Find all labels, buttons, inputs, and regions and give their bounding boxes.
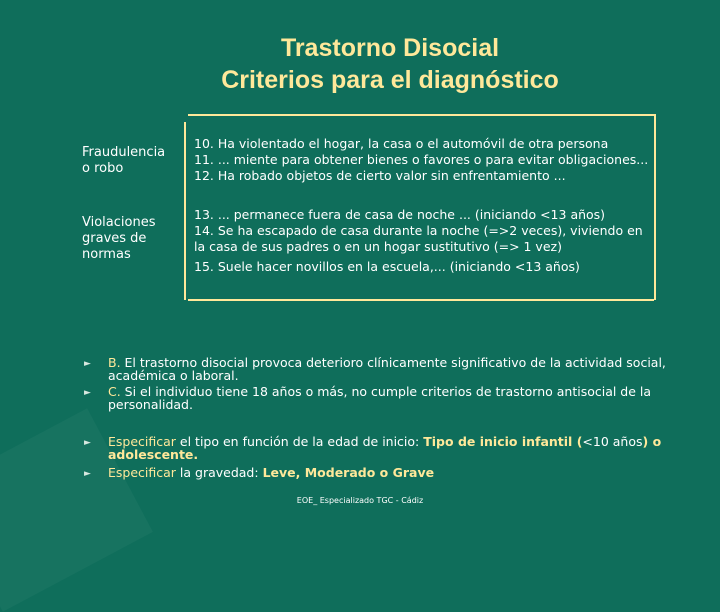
bullet-text: <10 años [582, 434, 643, 449]
criterion-11 [194, 152, 650, 168]
criterion-12 [194, 168, 650, 184]
bullet-item-severity [84, 466, 684, 479]
criterion-number: 14 [194, 223, 210, 238]
category-violaciones: Violaciones graves de normas [82, 215, 156, 262]
criterion-letter: B. [108, 355, 121, 370]
criterion-number: 15 [194, 259, 210, 274]
criterion-number: 11 [194, 152, 210, 167]
title-line-1: Trastorno Disocial [280, 34, 500, 62]
table-column-divider [184, 122, 186, 300]
severity-levels: Leve, Moderado o Grave [262, 465, 435, 480]
criterion-text: . Ha violentado el hogar, la casa o el automóvil de otra persona [209, 136, 609, 151]
title-line-2: Criterios para el diagnóstico [221, 66, 559, 94]
bullet-list [84, 356, 684, 479]
criterion-13 [194, 207, 650, 223]
onset-type-adolescent: adolescente. [108, 447, 199, 462]
table-top-border [188, 114, 654, 116]
criterion-number: 10 [194, 136, 210, 151]
slide-title [0, 32, 720, 96]
triangle-bullet-icon: ► [84, 469, 91, 479]
table-bottom-border [188, 299, 654, 301]
criterion-number: 12 [194, 168, 210, 183]
specify-keyword: Especificar [108, 465, 176, 480]
criteria-group-violaciones [194, 207, 650, 275]
criterion-number: 13 [194, 207, 210, 222]
criterion-10 [194, 136, 650, 152]
triangle-bullet-icon: ► [84, 359, 91, 369]
bullet-text: la gravedad: [175, 465, 263, 480]
criterion-15 [194, 259, 650, 275]
bullet-item-c [84, 385, 684, 411]
criterion-14 [194, 223, 650, 255]
triangle-bullet-icon: ► [84, 388, 91, 398]
bullet-item-b [84, 356, 684, 382]
criteria-group-fraudulencia [194, 136, 650, 184]
bullet-item-onset [84, 435, 684, 461]
triangle-bullet-icon: ► [84, 438, 91, 448]
bullet-text: el tipo en función de la edad de inicio: [175, 434, 424, 449]
table-right-border [654, 114, 656, 300]
specify-keyword: Especificar [108, 434, 176, 449]
bullet-text: Si el individuo tiene 18 años o más, no cumple criterios de trastorno antisocial de la personalidad. [108, 384, 652, 412]
criterion-text: . ... permanece fuera de casa de noche ... (iniciando <13 años) [209, 207, 606, 222]
criterion-letter: C. [108, 384, 121, 399]
criterion-text: . Ha robado objetos de cierto valor sin enfrentamiento ... [209, 168, 566, 183]
criterion-text: . Se ha escapado de casa durante la noche (=>2 veces), viviendo en la casa de sus padres o en un hogar sustitutivo (=> 1 vez) [194, 223, 643, 254]
criterion-text: . ... miente para obtener bienes o favores o para evitar obligaciones... [209, 152, 649, 167]
category-fraudulencia: Fraudulencia o robo [82, 145, 166, 176]
bullet-text: ( [572, 434, 583, 449]
footer-credit: EOE_ Especializado TGC - Cádiz [296, 496, 424, 505]
criterion-text: . Suele hacer novillos en la escuela,... (iniciando <13 años) [209, 259, 580, 274]
bullet-text: ) o [642, 434, 662, 449]
bullet-text: El trastorno disocial provoca deterioro clínicamente significativo de la actividad social, académica o laboral. [108, 355, 666, 383]
onset-type-childhood: Tipo de inicio infantil [423, 434, 573, 449]
